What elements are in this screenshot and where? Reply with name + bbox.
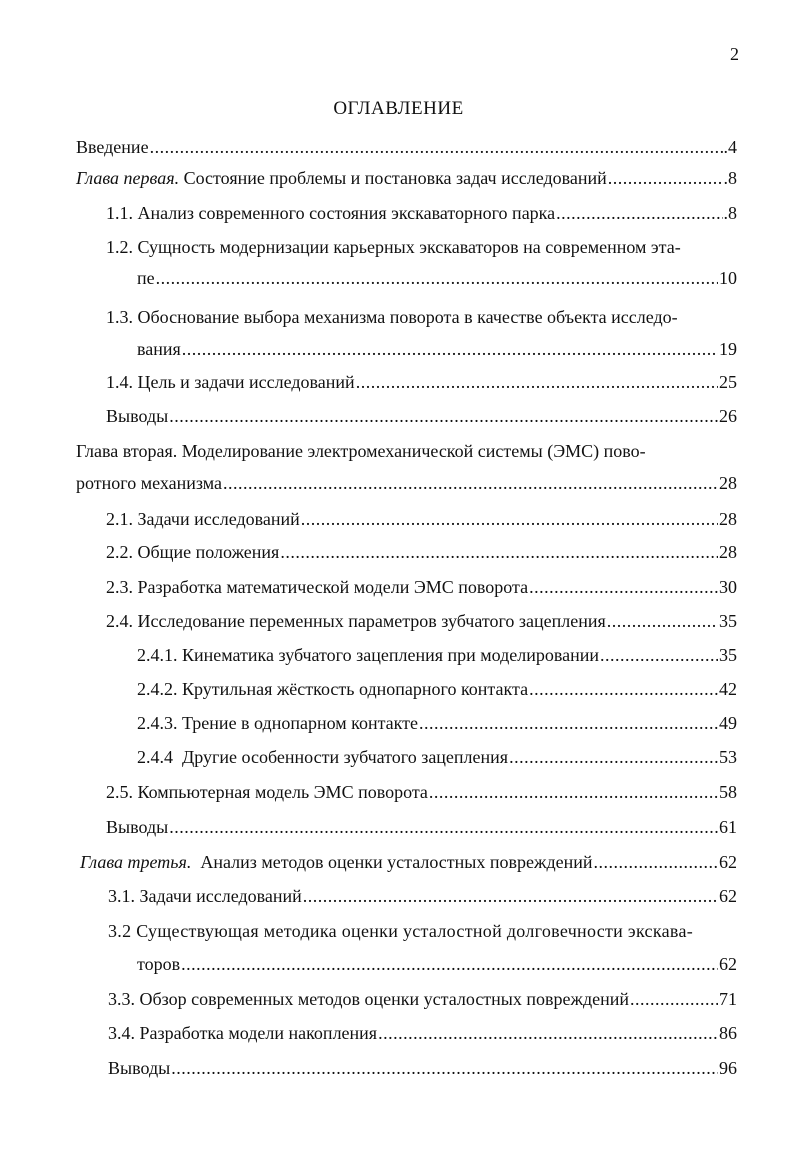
leader-dots: [182, 338, 718, 360]
toc-entry-1-1[interactable]: 1.1. Анализ современного состояния экскаваторного парка ..... .8: [106, 202, 737, 224]
leader-dots: [169, 405, 718, 427]
leader-dots: [156, 267, 718, 289]
toc-entry-2-4-4[interactable]: 2.4.4 Другие особенности зубчатого зацепления ..... 53: [137, 746, 737, 768]
toc-entry-chapter-2-cont[interactable]: ротного механизма ..... 28: [76, 472, 737, 494]
toc-entry-2-3[interactable]: 2.3. Разработка математической модели ЭМС поворота ..... 30: [106, 576, 737, 598]
leader-dots: [169, 816, 718, 838]
leader-dots: [529, 576, 718, 598]
leader-dots: [509, 746, 718, 768]
toc-entry-1-2[interactable]: 1.2. Сущность модернизации карьерных экскаваторов на современном эта-: [106, 237, 681, 257]
toc-entry-3-1[interactable]: 3.1. Задачи исследований ..... 62: [108, 885, 737, 907]
toc-entry-chapter-1[interactable]: Глава первая. Состояние проблемы и постановка задач исследований ..... .8: [76, 167, 737, 189]
leader-dots: [356, 371, 718, 393]
leader-dots: [429, 781, 718, 803]
toc-entry-2-4[interactable]: 2.4. Исследование переменных параметров зубчатого зацепления ..... 35: [106, 610, 737, 632]
toc-entry-conclusions-3[interactable]: Выводы ..... 96: [108, 1057, 737, 1079]
toc-entry-2-4-2[interactable]: 2.4.2. Крутильная жёсткость однопарного контакта ..... 42: [137, 678, 737, 700]
toc-entry-chapter-2[interactable]: Глава вторая. Моделирование электромеханической системы (ЭМС) пово-: [76, 441, 646, 461]
toc-title: ОГЛАВЛЕНИЕ: [333, 98, 464, 119]
toc-entry-conclusions-2[interactable]: Выводы ..... 61: [106, 816, 737, 838]
toc-entry-3-3[interactable]: 3.3. Обзор современных методов оценки усталостных повреждений ..... 71: [108, 988, 737, 1010]
toc-entry-1-2-cont[interactable]: пе ..... 10: [137, 267, 737, 289]
toc-entry-chapter-3[interactable]: Глава третья. Анализ методов оценки усталостных повреждений ..... 62: [80, 851, 737, 873]
leader-dots: [378, 1022, 718, 1044]
leader-dots: [181, 953, 718, 975]
toc-entry-2-4-1[interactable]: 2.4.1. Кинематика зубчатого зацепления при моделировании ..... 35: [137, 644, 737, 666]
leader-dots: [600, 644, 718, 666]
leader-dots: [223, 472, 718, 494]
toc-entry-conclusions-1[interactable]: Выводы ..... 26: [106, 405, 737, 427]
toc-entry-2-1[interactable]: 2.1. Задачи исследований ..... 28: [106, 508, 737, 530]
leader-dots: [280, 541, 718, 563]
leader-dots: [630, 988, 718, 1010]
toc-entry-1-4[interactable]: 1.4. Цель и задачи исследований ..... 25: [106, 371, 737, 393]
toc-entry-2-5[interactable]: 2.5. Компьютерная модель ЭМС поворота ..... 58: [106, 781, 737, 803]
toc-entry-1-3-cont[interactable]: вания ..... 19: [137, 338, 737, 360]
leader-dots: [593, 851, 718, 873]
leader-dots: [607, 610, 718, 632]
page-number: 2: [730, 44, 739, 64]
toc-entry-3-2-cont[interactable]: торов ..... 62: [137, 953, 737, 975]
toc-entry-3-2[interactable]: 3.2 Существующая методика оценки усталостной долговечности экскава-: [108, 921, 694, 941]
toc-entry-introduction[interactable]: Введение ..... .4: [76, 136, 737, 158]
leader-dots: [556, 202, 722, 224]
leader-dots: [171, 1057, 718, 1079]
leader-dots: [608, 167, 723, 189]
toc-entry-1-3[interactable]: 1.3. Обоснование выбора механизма поворота в качестве объекта исследо-: [106, 307, 678, 327]
leader-dots: [529, 678, 718, 700]
leader-dots: [419, 712, 718, 734]
leader-dots: [303, 885, 718, 907]
toc-entry-2-2[interactable]: 2.2. Общие положения ..... 28: [106, 541, 737, 563]
toc-entry-3-4[interactable]: 3.4. Разработка модели накопления ..... 86: [108, 1022, 737, 1044]
toc-entry-2-4-3[interactable]: 2.4.3. Трение в однопарном контакте ..... 49: [137, 712, 737, 734]
leader-dots: [150, 136, 723, 158]
leader-dots: [301, 508, 718, 530]
